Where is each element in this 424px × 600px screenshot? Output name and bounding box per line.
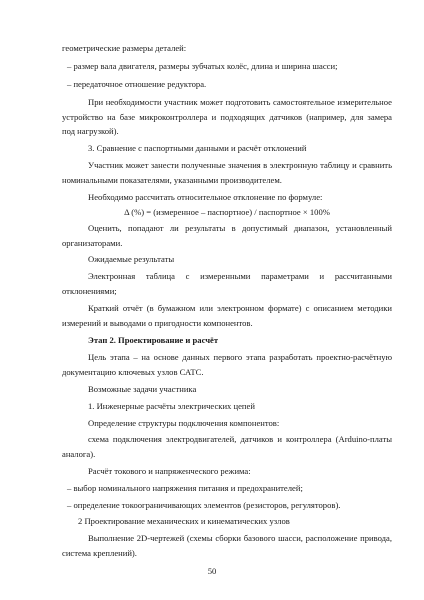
paragraph-line: Электронная таблица с измеренными параметрами и рассчитанными (88, 271, 392, 281)
paragraph-line: под нагрузкой). (62, 126, 119, 136)
paragraph-line: организаторами. (62, 238, 123, 248)
paragraph-line: Необходимо рассчитать относительное отклонение по формуле: (88, 192, 323, 202)
paragraph-line: система креплений). (62, 548, 137, 558)
paragraph-line: Цель этапа – на основе данных первого этапа разработать проектно-расчётную (88, 352, 392, 362)
page-number: 50 (207, 566, 217, 576)
subheading: Возможные задачи участника (88, 384, 197, 394)
formula: Δ (%) = (измеренное – паспортное) / паспортное × 100% (124, 207, 330, 217)
paragraph-line: устройство на базе микроконтроллера и подходящих датчиков (например, для замера (62, 112, 392, 122)
paragraph-line: отклонениями; (62, 286, 117, 296)
paragraph-line: схема подключения электродвигателей, датчиков и контроллера (Arduino-платы (88, 434, 392, 444)
bullet-item: – размер вала двигателя, размеры зубчатых колёс, длина и ширина шасси; (67, 61, 338, 71)
paragraph-line: Участник может занести полученные значения в электронную таблицу и сравнить (88, 160, 392, 170)
paragraph-line: Выполнение 2D-чертежей (схемы сборки базового шасси, расположение привода, (88, 533, 392, 543)
subheading: Ожидаемые результаты (88, 254, 175, 264)
subheading: 2 Проектирование механических и кинематических узлов (78, 516, 290, 526)
subheading: 1. Инженерные расчёты электрических цепей (88, 401, 255, 411)
paragraph-line: Определение структуры подключения компонентов: (88, 418, 280, 428)
paragraph-line: Краткий отчёт (в бумажном или электронном формате) с описанием методики (88, 303, 392, 313)
section-heading: 3. Сравнение с паспортными данными и расчёт отклонений (88, 143, 307, 153)
text-line: геометрические размеры деталей: (62, 43, 187, 53)
paragraph-line: аналога). (62, 449, 96, 459)
bullet-item: – определение токоограничивающих элементов (резисторов, регуляторов). (67, 500, 341, 510)
paragraph-line: документацию ключевых узлов САТС. (62, 367, 204, 377)
bullet-item: – передаточное отношение редуктора. (67, 79, 207, 89)
paragraph-line: измерений и выводами о пригодности компонентов. (62, 318, 253, 328)
bullet-item: – выбор номинального напряжения питания и предохранителей; (67, 483, 303, 493)
stage-heading: Этап 2. Проектирование и расчёт (88, 335, 219, 345)
paragraph-line: Расчёт токового и напряженческого режима: (88, 466, 251, 476)
paragraph-line: номинальными показателями, указанными производителем. (62, 175, 282, 185)
paragraph-line: При необходимости участник может подготовить самостоятельное измерительное (88, 97, 392, 107)
paragraph-line: Оценить, попадают ли результаты в допустимый диапазон, установленный (88, 223, 392, 233)
